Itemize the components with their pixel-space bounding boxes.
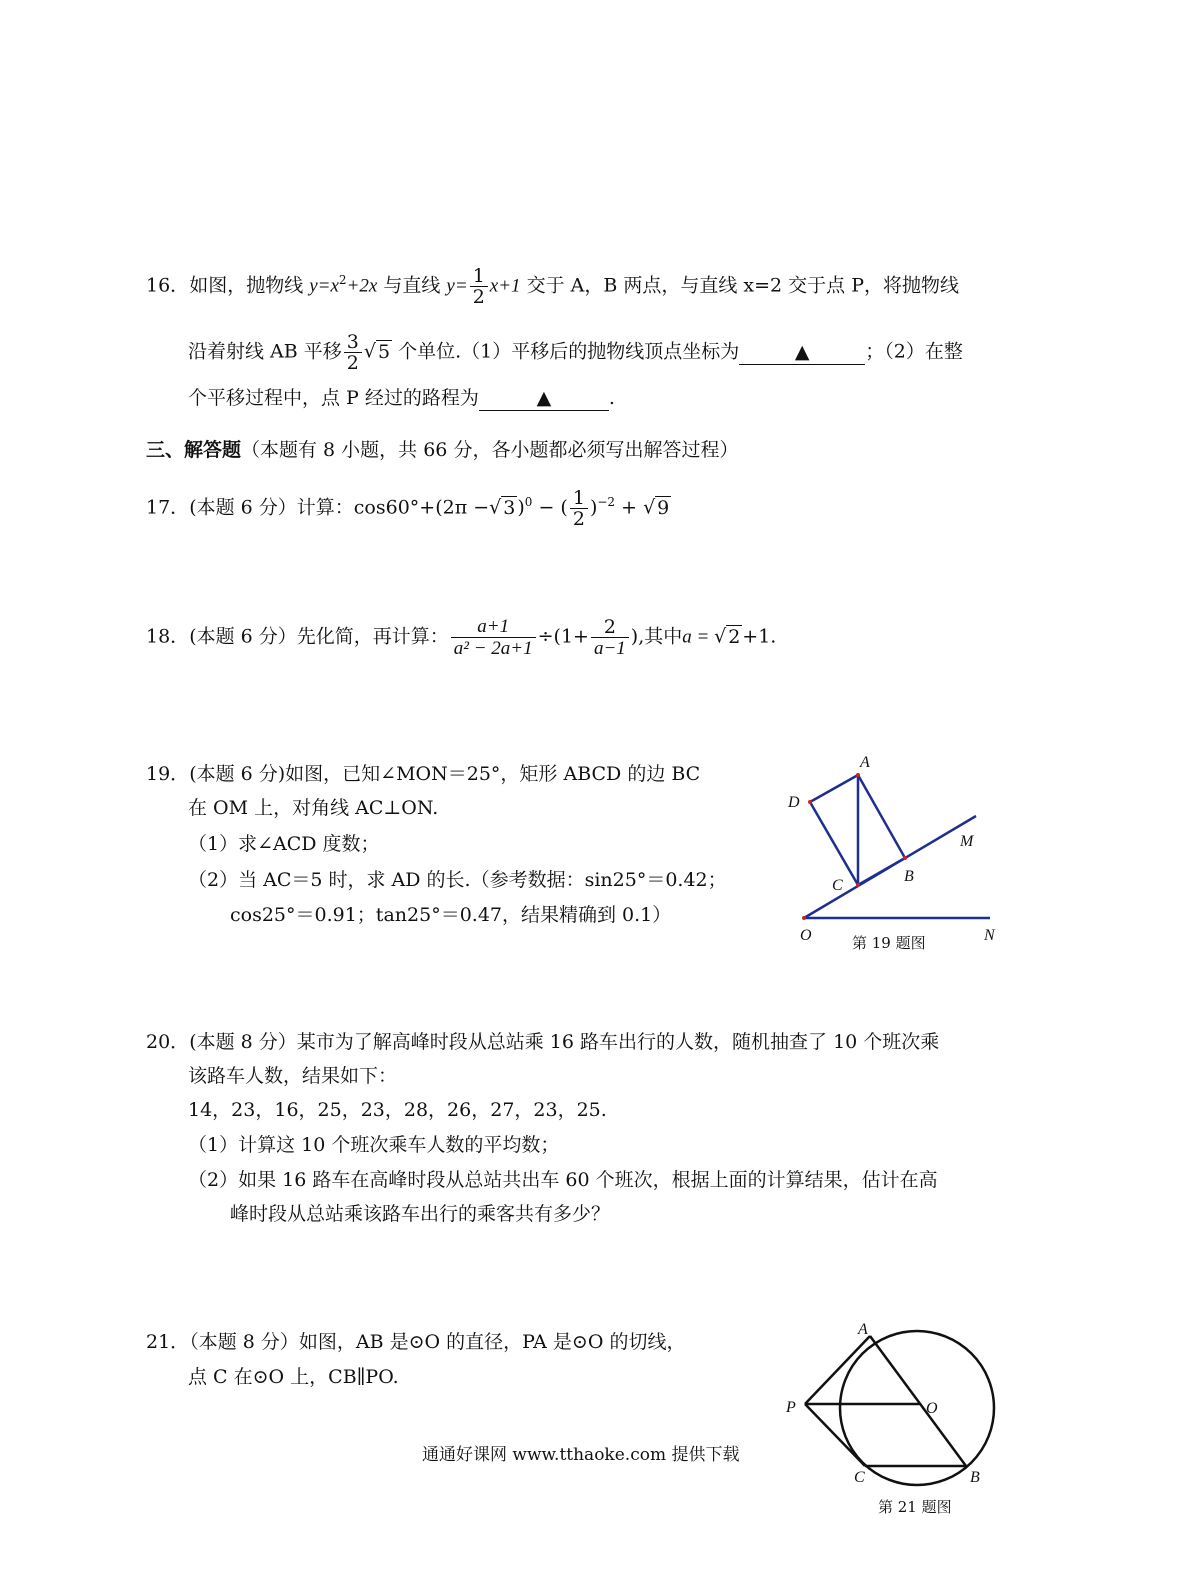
label-C: C (854, 1469, 865, 1486)
figure-19 (780, 750, 1010, 955)
label-A: A (860, 754, 870, 771)
label-P: P (786, 1399, 796, 1416)
figure-19-caption: 第 19 题图 (852, 934, 926, 952)
answer-blank-1: ▲ (739, 340, 865, 365)
q21-line1: 21．（本题 8 分）如图，AB 是⊙O 的直径，PA 是⊙O 的切线， (146, 1331, 686, 1353)
label-O: O (800, 927, 812, 944)
label-C: C (832, 877, 843, 894)
q19-line4: （2）当 AC＝5 时，求 AD 的长.（参考数据：sin25°＝0.42； (188, 869, 727, 891)
q16-line2: 沿着射线 AB 平移 $\frac{3}{2}$ √ 5 个单位.（1）平移后的抛物线顶点坐标为 ▲ ；（2）在整 (188, 331, 963, 374)
label-M: M (960, 833, 974, 850)
q20-line5: （2）如果 16 路车在高峰时段从总站共出车 60 个班次，根据上面的计算结果，估计在高 (188, 1169, 938, 1191)
q21-line2: 点 C 在⊙O 上，CB∥PO. (188, 1366, 399, 1388)
footer-text: 通通好课网 www.tthaoke.com 提供下载 (422, 1445, 740, 1465)
q18: 18．(本题 6 分）先化简，再计算： $\frac{a+1}{\text{a² − 2a+1}}$ ÷(1+ $\frac{2}{a-1}$ ),其中a = √ 2 +1. (146, 615, 777, 659)
answer-blank-2: ▲ (479, 386, 609, 411)
q19-line1: 19．(本题 6 分)如图，已知∠MON＝25°，矩形 ABCD 的边 BC (146, 763, 701, 785)
q20-line4: （1）计算这 10 个班次乘车人数的平均数； (188, 1134, 560, 1156)
q20-line6: 峰时段从总站乘该路车出行的乘客共有多少？ (230, 1203, 611, 1225)
label-N: N (984, 927, 995, 944)
q19-line5: cos25°＝0.91；tan25°＝0.47，结果精确到 0.1） (230, 904, 672, 926)
q19-line2: 在 OM 上，对角线 AC⊥ON. (188, 797, 439, 819)
figure-21-caption: 第 21 题图 (878, 1498, 952, 1516)
fraction-half: $\frac{1}{2}$ (470, 266, 488, 307)
q20-line1: 20．(本题 8 分）某市为了解高峰时段从总站乘 16 路车出行的人数，随机抽查了 10 个班次乘 (146, 1031, 940, 1053)
q20-line2: 该路车人数，结果如下： (188, 1065, 398, 1087)
label-O: O (926, 1400, 938, 1417)
figure-21 (780, 1320, 1010, 1525)
label-B: B (904, 868, 914, 885)
q16-line3: 个平移过程中，点 P 经过的路程为 ▲ . (188, 387, 615, 409)
label-A: A (858, 1321, 868, 1338)
q20-line3: 14，23，16，25，23，28，26，27，23，25. (188, 1099, 607, 1121)
label-B: B (970, 1469, 980, 1486)
q16-line1: 16．如图，抛物线 $y=x^2+2x$ 与直线 y= $\frac{1}{2}$ x+1 交于 A，B 两点，与直线 x=2 交于点 P，将抛物线 (146, 265, 959, 308)
section-3-header: 三、解答题（本题有 8 小题，共 66 分，各小题都必须写出解答过程） (146, 439, 739, 461)
q17: 17．(本题 6 分）计算：cos60°+(2π −√ 3 )$^0$ − ( $\frac{1}{2}$ )$^{-2}$ + √ 9 (146, 487, 670, 530)
q19-line3: （1）求∠ACD 度数； (188, 833, 380, 855)
label-D: D (788, 794, 800, 811)
fraction-three-halves: $\frac{3}{2}$ (344, 332, 362, 373)
